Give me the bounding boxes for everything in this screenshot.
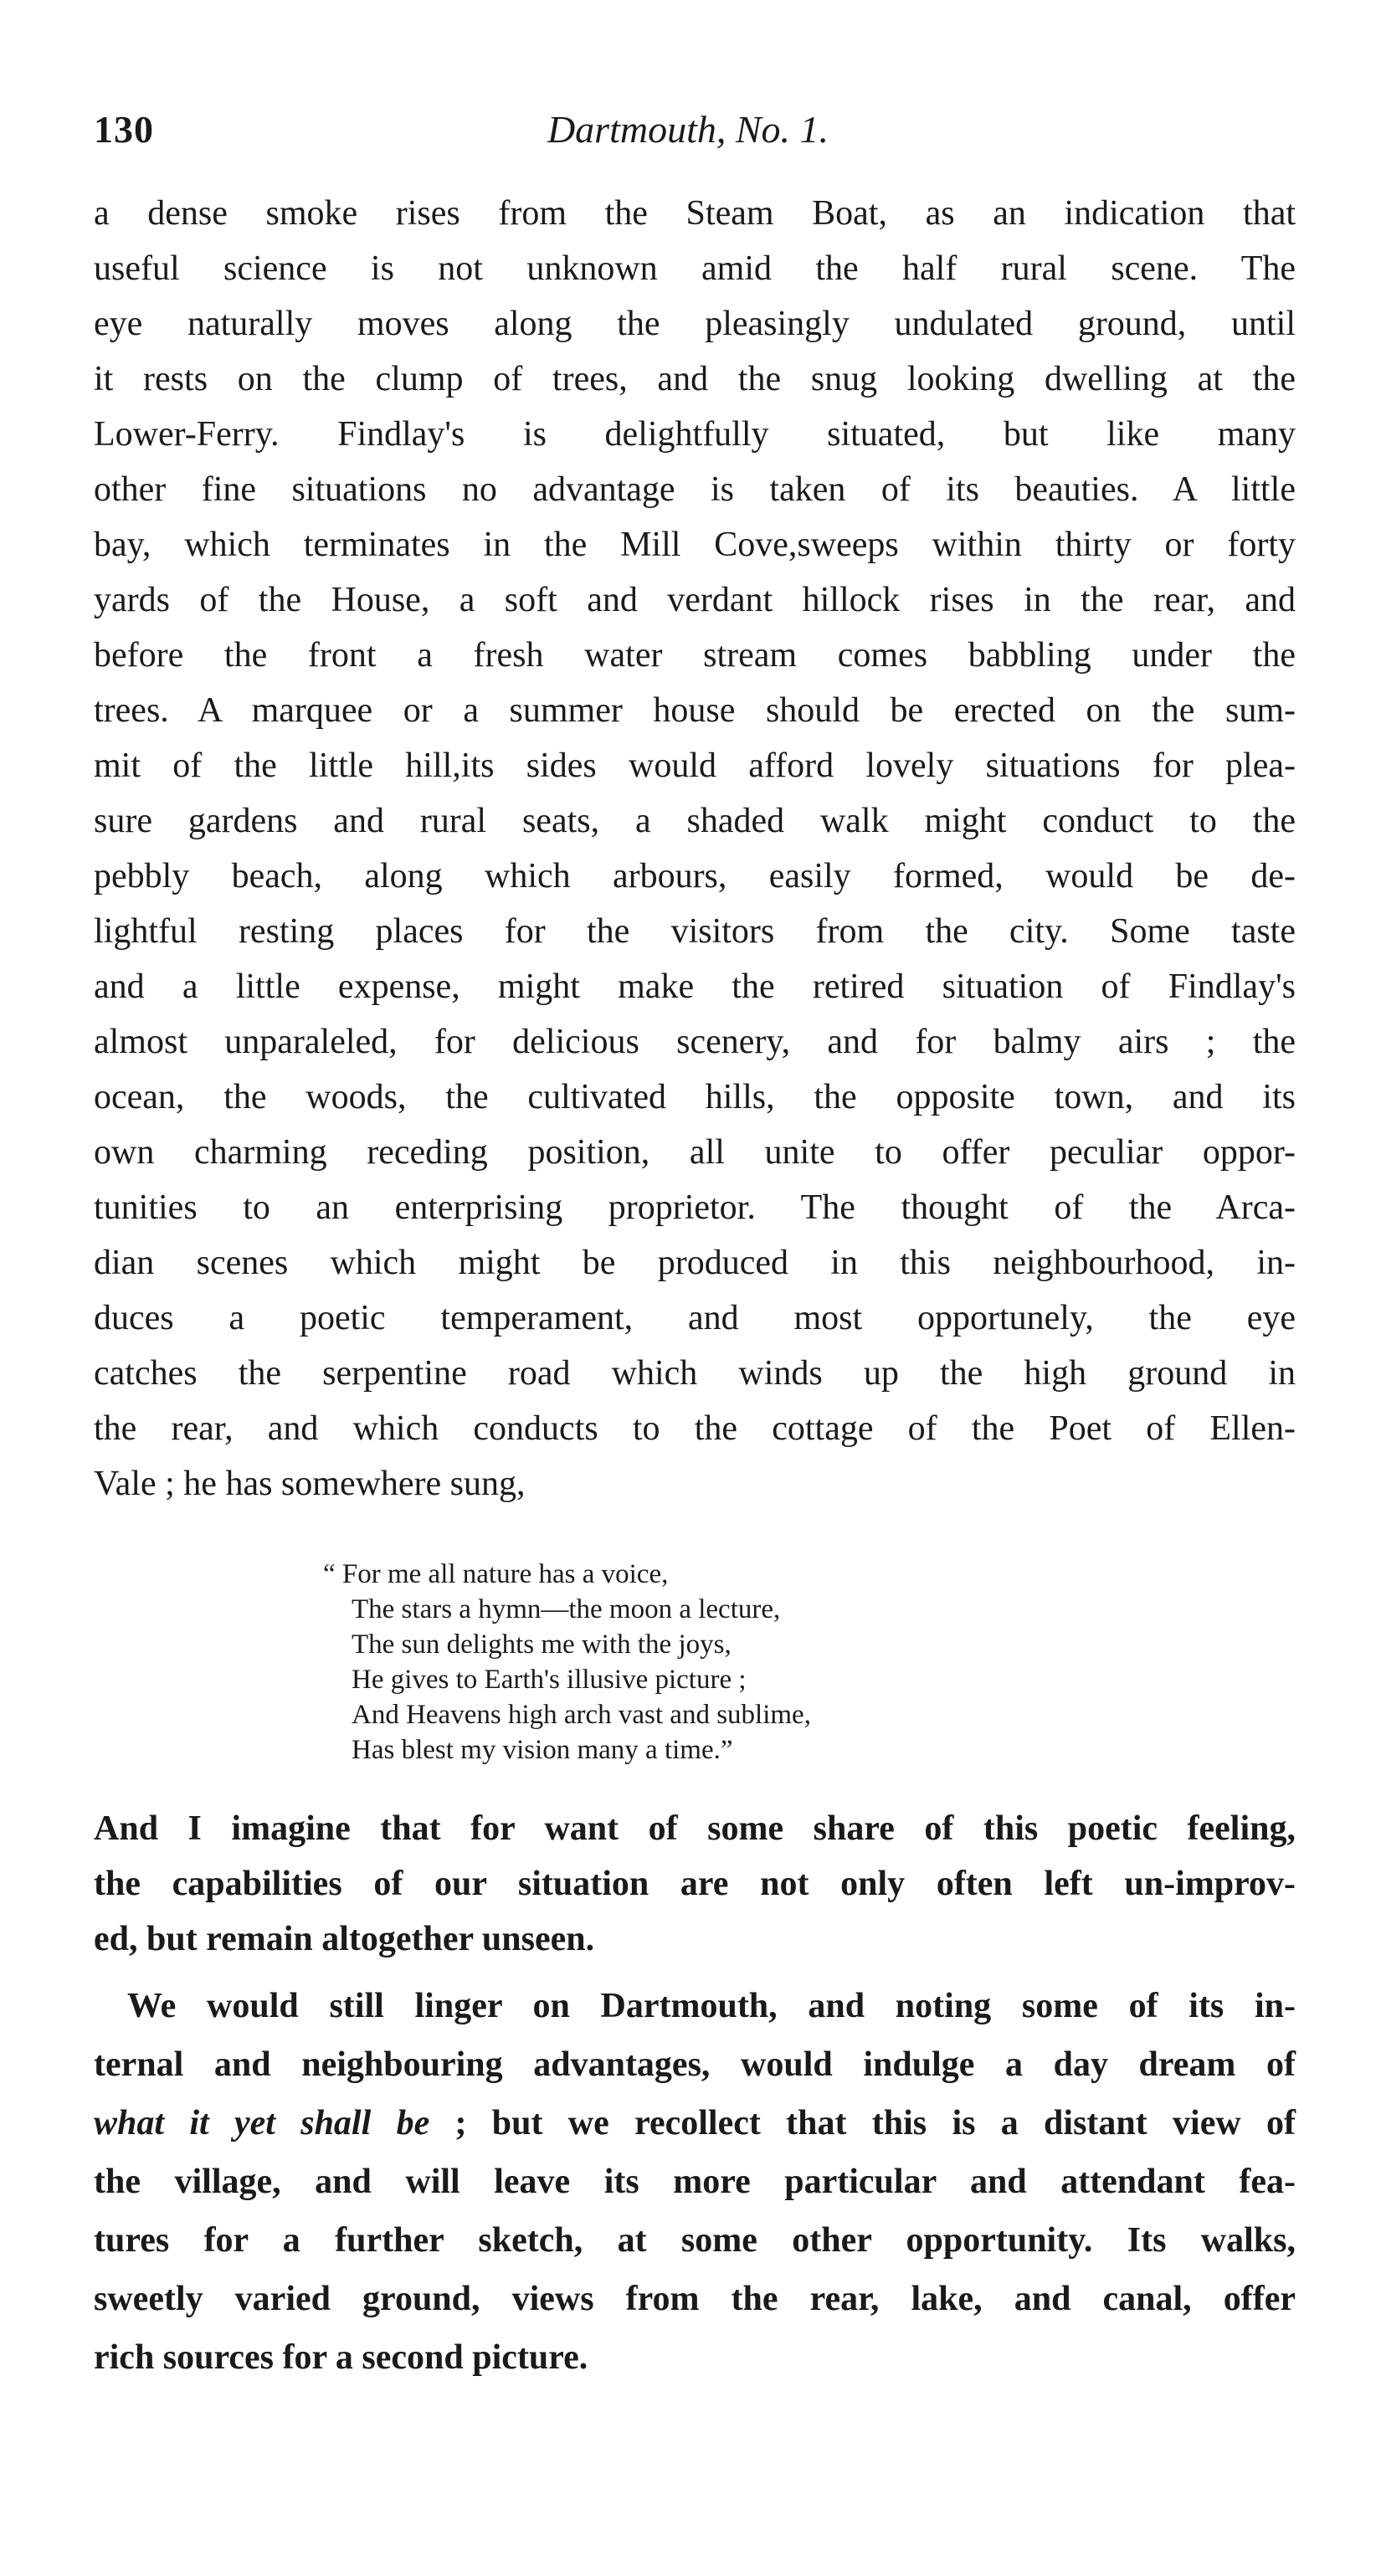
text-line: sweetly varied ground, views from the rear, lake, and canal, offer xyxy=(94,2280,1296,2318)
text-line: ocean, the woods, the cultivated hills, the opposite town, and its xyxy=(94,1078,1296,1116)
page-number: 130 xyxy=(94,108,154,151)
text-line: own charming receding position, all unite to offer peculiar oppor- xyxy=(94,1133,1296,1172)
text-line: bay, which terminates in the Mill Cove,sweeps within thirty or forty xyxy=(94,526,1296,564)
poem-line: The sun delights me with the joys, xyxy=(352,1629,732,1660)
text-line: sure gardens and rural seats, a shaded walk might conduct to the xyxy=(94,802,1296,840)
poem-line: Has blest my vision many a time.” xyxy=(352,1735,733,1765)
text-line: the capabilities of our situation are not only often left un-improv- xyxy=(94,1865,1296,1903)
italic-phrase: what it yet shall be xyxy=(94,2104,430,2142)
text-line: mit of the little hill,its sides would afford lovely situations for plea- xyxy=(94,747,1296,785)
poem-line: He gives to Earth's illusive picture ; xyxy=(352,1665,747,1695)
paragraph-3 xyxy=(94,1977,1296,2387)
poem-quotation xyxy=(323,1557,1105,1768)
text-line: almost unparaleled, for delicious scenery, and for balmy airs ; the xyxy=(94,1023,1296,1061)
text-line: duces a poetic temperament, and most opportunely, the eye xyxy=(94,1299,1296,1337)
running-head: Dartmouth, No. 1. xyxy=(547,108,829,151)
text-line: trees. A marquee or a summer house should be erected on the sum- xyxy=(94,691,1296,730)
text-line: other fine situations no advantage is taken of its beauties. A little xyxy=(94,470,1296,509)
text-line: the village, and will leave its more particular and attendant fea- xyxy=(94,2163,1296,2201)
text-line: And I imagine that for want of some share of this poetic feeling, xyxy=(94,1809,1296,1848)
text-line: useful science is not unknown amid the half rural scene. The xyxy=(94,249,1296,288)
text-line: tures for a further sketch, at some other opportunity. Its walks, xyxy=(94,2221,1296,2260)
text-line: it rests on the clump of trees, and the snug looking dwelling at the xyxy=(94,360,1296,398)
text-line: a dense smoke rises from the Steam Boat, as an indication that xyxy=(94,194,1296,233)
text-line: Vale ; he has somewhere sung, xyxy=(94,1465,526,1503)
text-line: tunities to an enterprising proprietor. The thought of the Arca- xyxy=(94,1188,1296,1227)
poem-line: And Heavens high arch vast and sublime, xyxy=(352,1700,811,1730)
text-line: lightful resting places for the visitors from the city. Some taste xyxy=(94,912,1296,951)
text-line: the rear, and which conducts to the cottage of the Poet of Ellen- xyxy=(94,1409,1296,1448)
text-line: pebbly beach, along which arbours, easily formed, would be de- xyxy=(94,857,1296,895)
text-line: ed, but remain altogether unseen. xyxy=(94,1920,595,1958)
poem-line: “ For me all nature has a voice, xyxy=(323,1559,669,1589)
text-fragment: ; but we recollect that this is a distant view of xyxy=(429,2104,1296,2142)
text-line: catches the serpentine road which winds up the high ground in xyxy=(94,1354,1296,1393)
paragraph-2 xyxy=(94,1801,1296,1967)
paragraph-1 xyxy=(94,186,1296,1511)
text-line: Lower-Ferry. Findlay's is delightfully situated, but like many xyxy=(94,415,1296,454)
text-line: rich sources for a second picture. xyxy=(94,2338,588,2377)
poem-line: The stars a hymn—the moon a lecture, xyxy=(352,1594,781,1624)
text-line: yards of the House, a soft and verdant hillock rises in the rear, and xyxy=(94,581,1296,619)
text-line: and a little expense, might make the retired situation of Findlay's xyxy=(94,967,1296,1006)
text-line xyxy=(94,2094,1296,2153)
text-line: dian scenes which might be produced in this neighbourhood, in- xyxy=(94,1244,1296,1282)
text-line: eye naturally moves along the pleasingly undulated ground, until xyxy=(94,305,1296,343)
text-line: ternal and neighbouring advantages, would indulge a day dream of xyxy=(94,2045,1296,2084)
text-line: before the front a fresh water stream comes babbling under the xyxy=(94,636,1296,675)
text-line: We would still linger on Dartmouth, and noting some of its in- xyxy=(127,1987,1296,2025)
page-header xyxy=(94,107,1282,167)
